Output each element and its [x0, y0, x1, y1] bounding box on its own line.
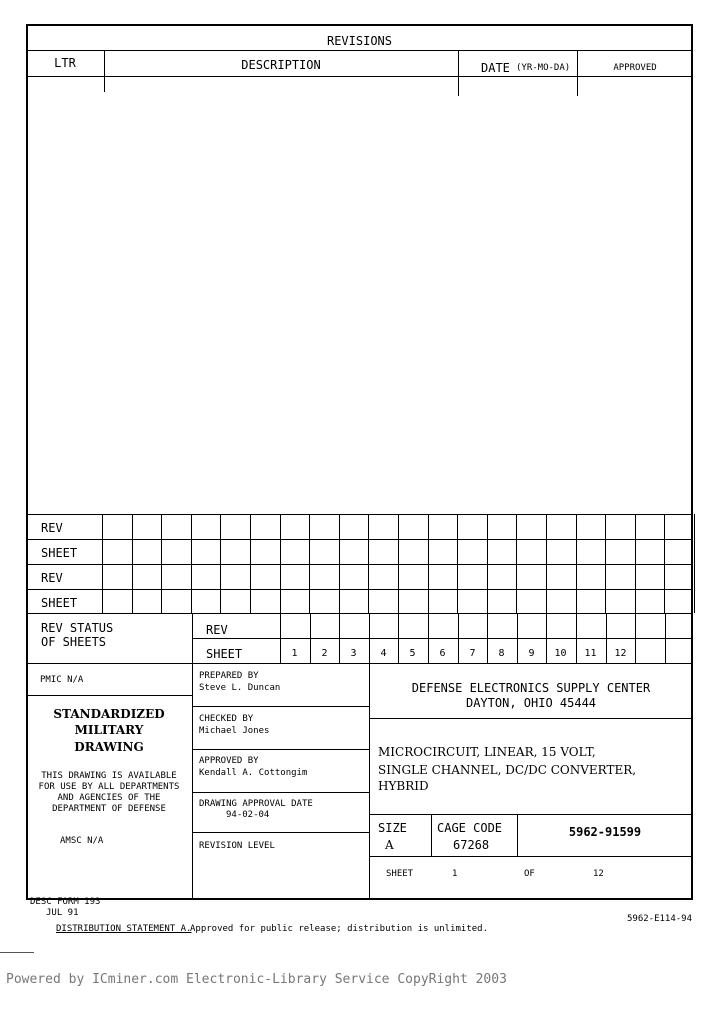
divider	[369, 718, 693, 719]
sheet-number: 8	[498, 648, 505, 659]
org-name: DEFENSE ELECTRONICS SUPPLY CENTER	[411, 681, 651, 695]
approval-date-value: 94-02-04	[226, 810, 270, 820]
revision-level-label: REVISION LEVEL	[199, 841, 275, 851]
col-description-header: DESCRIPTION	[241, 58, 321, 72]
sheet-label: SHEET	[386, 869, 414, 879]
sheet-number: 7	[469, 648, 476, 659]
pmic-label: PMIC N/A	[40, 675, 84, 685]
revisions-title: REVISIONS	[326, 34, 393, 48]
divider	[577, 50, 578, 96]
title-military: MILITARY	[74, 723, 144, 737]
grid-line	[102, 514, 103, 613]
grid-line	[132, 514, 133, 613]
grid-line	[339, 514, 340, 613]
grid-line	[694, 514, 695, 613]
grid-line	[191, 514, 192, 613]
grid-line	[26, 514, 693, 515]
row-sheet-label: SHEET	[41, 596, 78, 610]
grid-line	[428, 514, 429, 613]
sheet-number: 12	[614, 648, 627, 659]
divider	[369, 856, 693, 857]
grid-line	[605, 514, 606, 613]
doc-code: 5962-E114-94	[627, 914, 693, 924]
divider	[192, 706, 369, 707]
distribution-statement-label: DISTRIBUTION STATEMENT A.	[56, 924, 192, 934]
amsc-label: AMSC N/A	[60, 836, 104, 846]
grid-line	[26, 564, 693, 565]
grid-line	[250, 514, 251, 613]
divider	[192, 749, 369, 750]
divider	[369, 814, 693, 815]
col-approved-header: APPROVED	[613, 63, 657, 73]
grid-line	[192, 613, 193, 663]
sheet-number: 3	[350, 648, 357, 659]
grid-line	[398, 514, 399, 613]
col-date-format: (YR-MO-DA)	[516, 63, 571, 73]
sheet-number: 9	[528, 648, 535, 659]
sheet-number: 10	[554, 648, 567, 659]
of-label: OF	[524, 869, 535, 879]
divider	[104, 50, 105, 92]
grid-line	[368, 514, 369, 613]
prepared-by-label: PREPARED BY	[199, 671, 259, 681]
row-rev-label: REV	[41, 521, 63, 535]
availability-line: DEPARTMENT OF DEFENSE	[52, 804, 166, 814]
divider	[26, 76, 693, 77]
divider	[458, 50, 459, 96]
row-rev-label: REV	[41, 571, 63, 585]
form-number: DESC FORM 193	[30, 897, 101, 907]
grid-line	[487, 514, 488, 613]
sheet-number: 1	[291, 648, 298, 659]
drawing-title-line: MICROCIRCUIT, LINEAR, 15 VOLT,	[378, 745, 596, 759]
drawing-title-line: SINGLE CHANNEL, DC/DC CONVERTER,	[378, 763, 637, 777]
sheet-number: 6	[439, 648, 446, 659]
of-value: 12	[593, 869, 604, 879]
title-standardized: STANDARDIZED	[53, 707, 165, 721]
sheet-value: 1	[452, 869, 458, 879]
grid-line	[26, 539, 693, 540]
title-drawing: DRAWING	[74, 740, 144, 754]
grid-line	[576, 514, 577, 613]
distribution-statement-text: Approved for public release; distribution is unlimited.	[190, 924, 489, 934]
grid-line	[546, 514, 547, 613]
col-ltr-header: LTR	[54, 56, 76, 70]
checked-by-name: Michael Jones	[199, 726, 270, 736]
cage-code-label: CAGE CODE	[437, 821, 503, 835]
divider	[0, 952, 34, 953]
divider	[26, 695, 192, 696]
checked-by-label: CHECKED BY	[199, 714, 254, 724]
divider	[26, 663, 693, 664]
col-date-header: DATE	[481, 61, 510, 75]
size-label: SIZE	[378, 821, 407, 835]
row-sheet-label: SHEET	[206, 647, 243, 661]
rev-status-label: REV STATUS	[41, 621, 114, 635]
row-sheet-label: SHEET	[41, 546, 78, 560]
prepared-by-name: Steve L. Duncan	[199, 683, 281, 693]
grid-line	[457, 514, 458, 613]
approved-by-name: Kendall A. Cottongim	[199, 768, 308, 778]
form-date: JUL 91	[46, 908, 79, 918]
grid-line	[665, 613, 666, 663]
sheet-number: 5	[409, 648, 416, 659]
grid-line	[635, 514, 636, 613]
grid-line	[192, 638, 693, 639]
powered-by-footer[interactable]: Powered by ICminer.com Electronic-Library Service CopyRight 2003	[6, 972, 507, 987]
divider	[431, 814, 432, 856]
divider	[26, 50, 693, 51]
org-address: DAYTON, OHIO 45444	[465, 696, 597, 710]
grid-line	[280, 514, 281, 613]
grid-line	[635, 613, 636, 663]
availability-line: FOR USE BY ALL DEPARTMENTS	[38, 782, 180, 792]
sheet-number: 11	[584, 648, 597, 659]
drawing-title-line: HYBRID	[378, 779, 429, 793]
availability-line: THIS DRAWING IS AVAILABLE	[41, 771, 177, 781]
approved-by-label: APPROVED BY	[199, 756, 259, 766]
sheet-number: 2	[321, 648, 328, 659]
approval-date-label: DRAWING APPROVAL DATE	[199, 799, 313, 809]
cage-code-value: 67268	[453, 838, 490, 852]
grid-line	[516, 514, 517, 613]
of-sheets-label: OF SHEETS	[41, 635, 107, 649]
grid-line	[664, 514, 665, 613]
grid-line	[26, 589, 693, 590]
sheet-number: 4	[380, 648, 387, 659]
grid-line	[26, 613, 693, 614]
divider	[192, 792, 369, 793]
grid-line	[161, 514, 162, 613]
row-rev-label: REV	[206, 623, 228, 637]
availability-line: AND AGENCIES OF THE	[57, 793, 161, 803]
drawing-number: 5962-91599	[568, 825, 642, 839]
size-value: A	[385, 838, 394, 852]
grid-line	[309, 514, 310, 613]
grid-line	[220, 514, 221, 613]
divider	[192, 832, 369, 833]
divider	[192, 663, 193, 899]
